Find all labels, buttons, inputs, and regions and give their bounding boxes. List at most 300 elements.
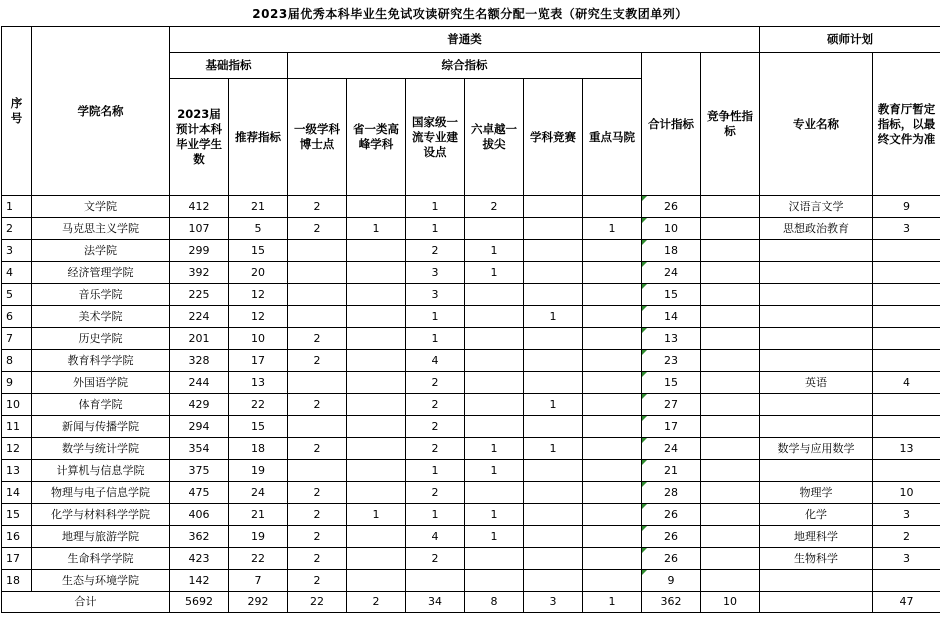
cell-national-major: 2 <box>406 372 465 394</box>
cell-recommend: 7 <box>229 570 288 592</box>
cell-seq: 18 <box>2 570 32 592</box>
cell-seq: 2 <box>2 218 32 240</box>
table-row <box>2 284 940 306</box>
cell-national-major: 2 <box>406 548 465 570</box>
cell-phd-point: 2 <box>288 394 347 416</box>
cell-grad-count: 142 <box>170 570 229 592</box>
total-competitive: 10 <box>701 592 760 613</box>
header-competitive: 竞争性指标 <box>701 53 760 196</box>
cell-total-index: 26 <box>642 548 701 570</box>
total-major-name <box>760 592 873 613</box>
cell-major-name <box>760 240 873 262</box>
cell-phd-point <box>288 372 347 394</box>
cell-college: 新闻与传播学院 <box>32 416 170 438</box>
cell-seq: 9 <box>2 372 32 394</box>
total-row <box>2 592 940 613</box>
cell-competitive <box>701 240 760 262</box>
cell-competition: 1 <box>524 394 583 416</box>
cell-competitive <box>701 438 760 460</box>
cell-total-index: 18 <box>642 240 701 262</box>
cell-seq: 3 <box>2 240 32 262</box>
cell-grad-count: 429 <box>170 394 229 416</box>
cell-college: 马克思主义学院 <box>32 218 170 240</box>
cell-recommend: 15 <box>229 416 288 438</box>
cell-provincial: 1 <box>347 504 406 526</box>
cell-edu-quota: 4 <box>873 372 940 394</box>
cell-provincial <box>347 196 406 218</box>
table-row <box>2 460 940 482</box>
quota-table <box>1 26 940 613</box>
cell-provincial: 1 <box>347 218 406 240</box>
total-grad-count: 5692 <box>170 592 229 613</box>
table-body <box>2 196 940 613</box>
cell-college: 地理与旅游学院 <box>32 526 170 548</box>
cell-edu-quota <box>873 570 940 592</box>
cell-provincial <box>347 570 406 592</box>
cell-total-index: 10 <box>642 218 701 240</box>
cell-edu-quota <box>873 350 940 372</box>
cell-edu-quota: 2 <box>873 526 940 548</box>
total-edu-quota: 47 <box>873 592 940 613</box>
header-basic: 基础指标 <box>170 53 288 79</box>
cell-grad-count: 423 <box>170 548 229 570</box>
cell-grad-count: 362 <box>170 526 229 548</box>
page-title: 2023届优秀本科毕业生免试攻读研究生名额分配一览表（研究生支教团单列） <box>252 7 688 21</box>
cell-grad-count: 406 <box>170 504 229 526</box>
table-row <box>2 350 940 372</box>
table-row <box>2 526 940 548</box>
cell-provincial <box>347 372 406 394</box>
cell-edu-quota <box>873 240 940 262</box>
cell-national-major: 1 <box>406 218 465 240</box>
cell-excellence <box>465 372 524 394</box>
cell-total-index: 26 <box>642 526 701 548</box>
cell-marxism <box>583 526 642 548</box>
cell-recommend: 18 <box>229 438 288 460</box>
cell-national-major: 2 <box>406 240 465 262</box>
cell-seq: 17 <box>2 548 32 570</box>
cell-edu-quota <box>873 460 940 482</box>
cell-marxism <box>583 438 642 460</box>
cell-provincial <box>347 284 406 306</box>
cell-phd-point <box>288 460 347 482</box>
cell-total-index: 13 <box>642 328 701 350</box>
header-competition: 学科竞赛 <box>524 79 583 196</box>
cell-phd-point: 2 <box>288 526 347 548</box>
cell-phd-point: 2 <box>288 482 347 504</box>
cell-major-name <box>760 460 873 482</box>
cell-seq: 4 <box>2 262 32 284</box>
cell-grad-count: 201 <box>170 328 229 350</box>
cell-grad-count: 224 <box>170 306 229 328</box>
cell-competition: 1 <box>524 306 583 328</box>
cell-recommend: 19 <box>229 460 288 482</box>
cell-competitive <box>701 350 760 372</box>
cell-competition <box>524 526 583 548</box>
table-row <box>2 416 940 438</box>
total-recommend: 292 <box>229 592 288 613</box>
cell-national-major: 1 <box>406 460 465 482</box>
cell-grad-count: 328 <box>170 350 229 372</box>
cell-total-index: 15 <box>642 284 701 306</box>
cell-competition <box>524 350 583 372</box>
cell-national-major: 2 <box>406 394 465 416</box>
cell-major-name <box>760 262 873 284</box>
cell-recommend: 22 <box>229 394 288 416</box>
cell-national-major: 3 <box>406 262 465 284</box>
cell-marxism <box>583 284 642 306</box>
cell-recommend: 10 <box>229 328 288 350</box>
cell-competitive <box>701 548 760 570</box>
cell-competition <box>524 460 583 482</box>
cell-competition <box>524 240 583 262</box>
cell-phd-point: 2 <box>288 548 347 570</box>
total-excellence: 8 <box>465 592 524 613</box>
cell-competitive <box>701 526 760 548</box>
cell-total-index: 26 <box>642 504 701 526</box>
header-excellence: 六卓越一拔尖 <box>465 79 524 196</box>
cell-phd-point: 2 <box>288 438 347 460</box>
cell-college: 法学院 <box>32 240 170 262</box>
cell-competition <box>524 482 583 504</box>
table-header <box>2 27 940 196</box>
cell-national-major <box>406 570 465 592</box>
cell-major-name <box>760 284 873 306</box>
cell-competition: 1 <box>524 438 583 460</box>
header-phd-point: 一级学科博士点 <box>288 79 347 196</box>
cell-excellence <box>465 394 524 416</box>
cell-provincial <box>347 262 406 284</box>
cell-provincial <box>347 548 406 570</box>
table-row <box>2 438 940 460</box>
cell-total-index: 23 <box>642 350 701 372</box>
cell-marxism <box>583 482 642 504</box>
cell-edu-quota <box>873 262 940 284</box>
header-edu-quota: 教育厅暂定指标，以最终文件为准 <box>873 53 940 196</box>
cell-competition <box>524 328 583 350</box>
cell-competitive <box>701 218 760 240</box>
cell-college: 数学与统计学院 <box>32 438 170 460</box>
cell-marxism: 1 <box>583 218 642 240</box>
header-grad-count: 2023届预计本科毕业学生数 <box>170 79 229 196</box>
total-competition: 3 <box>524 592 583 613</box>
cell-major-name <box>760 394 873 416</box>
cell-major-name: 生物科学 <box>760 548 873 570</box>
table-row <box>2 570 940 592</box>
cell-recommend: 17 <box>229 350 288 372</box>
cell-marxism <box>583 196 642 218</box>
cell-excellence <box>465 306 524 328</box>
cell-competitive <box>701 570 760 592</box>
cell-competitive <box>701 482 760 504</box>
cell-excellence: 1 <box>465 460 524 482</box>
header-national-major: 国家级一流专业建设点 <box>406 79 465 196</box>
cell-national-major: 2 <box>406 482 465 504</box>
table-row <box>2 328 940 350</box>
cell-excellence: 1 <box>465 504 524 526</box>
cell-total-index: 21 <box>642 460 701 482</box>
cell-edu-quota <box>873 328 940 350</box>
cell-college: 外国语学院 <box>32 372 170 394</box>
cell-provincial <box>347 438 406 460</box>
cell-edu-quota <box>873 394 940 416</box>
cell-edu-quota: 3 <box>873 548 940 570</box>
cell-major-name: 英语 <box>760 372 873 394</box>
cell-excellence <box>465 328 524 350</box>
cell-excellence: 2 <box>465 196 524 218</box>
cell-marxism <box>583 372 642 394</box>
cell-national-major: 2 <box>406 438 465 460</box>
cell-grad-count: 475 <box>170 482 229 504</box>
cell-phd-point: 2 <box>288 196 347 218</box>
cell-excellence <box>465 482 524 504</box>
header-total-index: 合计指标 <box>642 53 701 196</box>
header-marxism: 重点马院 <box>583 79 642 196</box>
cell-competitive <box>701 394 760 416</box>
cell-college: 教育科学学院 <box>32 350 170 372</box>
cell-excellence: 1 <box>465 438 524 460</box>
cell-phd-point <box>288 240 347 262</box>
cell-college: 生命科学学院 <box>32 548 170 570</box>
cell-provincial <box>347 350 406 372</box>
cell-marxism <box>583 328 642 350</box>
table-row <box>2 482 940 504</box>
cell-major-name: 汉语言文学 <box>760 196 873 218</box>
cell-provincial <box>347 416 406 438</box>
cell-marxism <box>583 504 642 526</box>
table-row <box>2 504 940 526</box>
cell-major-name: 地理科学 <box>760 526 873 548</box>
cell-seq: 10 <box>2 394 32 416</box>
cell-recommend: 12 <box>229 284 288 306</box>
cell-provincial <box>347 482 406 504</box>
cell-competitive <box>701 284 760 306</box>
cell-major-name <box>760 350 873 372</box>
table-row <box>2 306 940 328</box>
cell-competitive <box>701 460 760 482</box>
cell-competition <box>524 416 583 438</box>
cell-provincial <box>347 526 406 548</box>
cell-total-index: 24 <box>642 438 701 460</box>
cell-marxism <box>583 240 642 262</box>
cell-marxism <box>583 570 642 592</box>
cell-total-index: 26 <box>642 196 701 218</box>
cell-recommend: 19 <box>229 526 288 548</box>
header-comprehensive: 综合指标 <box>288 53 642 79</box>
cell-recommend: 15 <box>229 240 288 262</box>
cell-competition <box>524 262 583 284</box>
cell-college: 音乐学院 <box>32 284 170 306</box>
cell-college: 历史学院 <box>32 328 170 350</box>
cell-college: 经济管理学院 <box>32 262 170 284</box>
cell-marxism <box>583 460 642 482</box>
cell-recommend: 13 <box>229 372 288 394</box>
cell-edu-quota <box>873 284 940 306</box>
cell-edu-quota: 9 <box>873 196 940 218</box>
cell-national-major: 4 <box>406 350 465 372</box>
header-provincial: 省一类高峰学科 <box>347 79 406 196</box>
cell-competitive <box>701 306 760 328</box>
cell-phd-point: 2 <box>288 350 347 372</box>
cell-marxism <box>583 350 642 372</box>
cell-national-major: 4 <box>406 526 465 548</box>
cell-grad-count: 412 <box>170 196 229 218</box>
cell-grad-count: 354 <box>170 438 229 460</box>
cell-competitive <box>701 416 760 438</box>
cell-excellence: 1 <box>465 526 524 548</box>
cell-competitive <box>701 262 760 284</box>
cell-recommend: 12 <box>229 306 288 328</box>
table-row <box>2 240 940 262</box>
header-major-name: 专业名称 <box>760 53 873 196</box>
cell-seq: 6 <box>2 306 32 328</box>
cell-major-name: 思想政治教育 <box>760 218 873 240</box>
table-row <box>2 262 940 284</box>
table-row <box>2 196 940 218</box>
cell-recommend: 21 <box>229 196 288 218</box>
cell-competition <box>524 570 583 592</box>
cell-phd-point: 2 <box>288 570 347 592</box>
cell-national-major: 1 <box>406 328 465 350</box>
cell-edu-quota <box>873 306 940 328</box>
cell-college: 美术学院 <box>32 306 170 328</box>
cell-major-name <box>760 306 873 328</box>
cell-total-index: 27 <box>642 394 701 416</box>
cell-excellence: 1 <box>465 262 524 284</box>
cell-grad-count: 375 <box>170 460 229 482</box>
cell-total-index: 14 <box>642 306 701 328</box>
cell-competitive <box>701 328 760 350</box>
cell-seq: 13 <box>2 460 32 482</box>
cell-college: 物理与电子信息学院 <box>32 482 170 504</box>
cell-competitive <box>701 372 760 394</box>
cell-edu-quota: 3 <box>873 218 940 240</box>
cell-provincial <box>347 306 406 328</box>
cell-provincial <box>347 394 406 416</box>
cell-competition <box>524 504 583 526</box>
cell-edu-quota: 10 <box>873 482 940 504</box>
cell-college: 体育学院 <box>32 394 170 416</box>
cell-edu-quota <box>873 416 940 438</box>
cell-excellence <box>465 548 524 570</box>
cell-major-name <box>760 570 873 592</box>
cell-excellence <box>465 416 524 438</box>
total-label: 合计 <box>2 592 170 613</box>
cell-phd-point: 2 <box>288 218 347 240</box>
cell-marxism <box>583 262 642 284</box>
cell-phd-point: 2 <box>288 328 347 350</box>
cell-college: 化学与材料科学学院 <box>32 504 170 526</box>
cell-seq: 5 <box>2 284 32 306</box>
cell-major-name: 物理学 <box>760 482 873 504</box>
cell-phd-point <box>288 262 347 284</box>
cell-marxism <box>583 548 642 570</box>
cell-competition <box>524 548 583 570</box>
cell-recommend: 20 <box>229 262 288 284</box>
cell-grad-count: 299 <box>170 240 229 262</box>
cell-provincial <box>347 240 406 262</box>
cell-edu-quota: 3 <box>873 504 940 526</box>
cell-national-major: 1 <box>406 504 465 526</box>
total-total-index: 362 <box>642 592 701 613</box>
cell-national-major: 2 <box>406 416 465 438</box>
cell-total-index: 28 <box>642 482 701 504</box>
header-college: 学院名称 <box>32 27 170 196</box>
cell-seq: 16 <box>2 526 32 548</box>
cell-national-major: 1 <box>406 306 465 328</box>
cell-competition <box>524 284 583 306</box>
total-phd-point: 22 <box>288 592 347 613</box>
cell-competitive <box>701 196 760 218</box>
header-general: 普通类 <box>170 27 760 53</box>
cell-grad-count: 392 <box>170 262 229 284</box>
cell-college: 文学院 <box>32 196 170 218</box>
cell-college: 生态与环境学院 <box>32 570 170 592</box>
cell-seq: 12 <box>2 438 32 460</box>
cell-major-name: 数学与应用数学 <box>760 438 873 460</box>
cell-recommend: 5 <box>229 218 288 240</box>
header-master-plan: 硕师计划 <box>760 27 940 53</box>
cell-seq: 15 <box>2 504 32 526</box>
cell-edu-quota: 13 <box>873 438 940 460</box>
cell-national-major: 3 <box>406 284 465 306</box>
cell-grad-count: 294 <box>170 416 229 438</box>
cell-major-name <box>760 416 873 438</box>
cell-seq: 14 <box>2 482 32 504</box>
cell-total-index: 24 <box>642 262 701 284</box>
table-row <box>2 372 940 394</box>
cell-competition <box>524 218 583 240</box>
cell-phd-point <box>288 284 347 306</box>
cell-competition <box>524 196 583 218</box>
total-marxism: 1 <box>583 592 642 613</box>
cell-grad-count: 107 <box>170 218 229 240</box>
cell-grad-count: 244 <box>170 372 229 394</box>
cell-national-major: 1 <box>406 196 465 218</box>
cell-excellence <box>465 218 524 240</box>
total-provincial: 2 <box>347 592 406 613</box>
cell-competitive <box>701 504 760 526</box>
cell-phd-point <box>288 416 347 438</box>
total-national-major: 34 <box>406 592 465 613</box>
cell-competition <box>524 372 583 394</box>
cell-marxism <box>583 394 642 416</box>
cell-seq: 8 <box>2 350 32 372</box>
cell-recommend: 24 <box>229 482 288 504</box>
cell-college: 计算机与信息学院 <box>32 460 170 482</box>
cell-seq: 1 <box>2 196 32 218</box>
cell-marxism <box>583 306 642 328</box>
cell-excellence: 1 <box>465 240 524 262</box>
cell-major-name: 化学 <box>760 504 873 526</box>
cell-provincial <box>347 460 406 482</box>
cell-major-name <box>760 328 873 350</box>
cell-recommend: 21 <box>229 504 288 526</box>
cell-seq: 7 <box>2 328 32 350</box>
cell-total-index: 9 <box>642 570 701 592</box>
table-row <box>2 218 940 240</box>
cell-excellence <box>465 570 524 592</box>
table-row <box>2 548 940 570</box>
header-seq: 序号 <box>2 27 32 196</box>
cell-phd-point <box>288 306 347 328</box>
cell-phd-point: 2 <box>288 504 347 526</box>
cell-excellence <box>465 284 524 306</box>
cell-recommend: 22 <box>229 548 288 570</box>
cell-total-index: 17 <box>642 416 701 438</box>
cell-seq: 11 <box>2 416 32 438</box>
cell-marxism <box>583 416 642 438</box>
